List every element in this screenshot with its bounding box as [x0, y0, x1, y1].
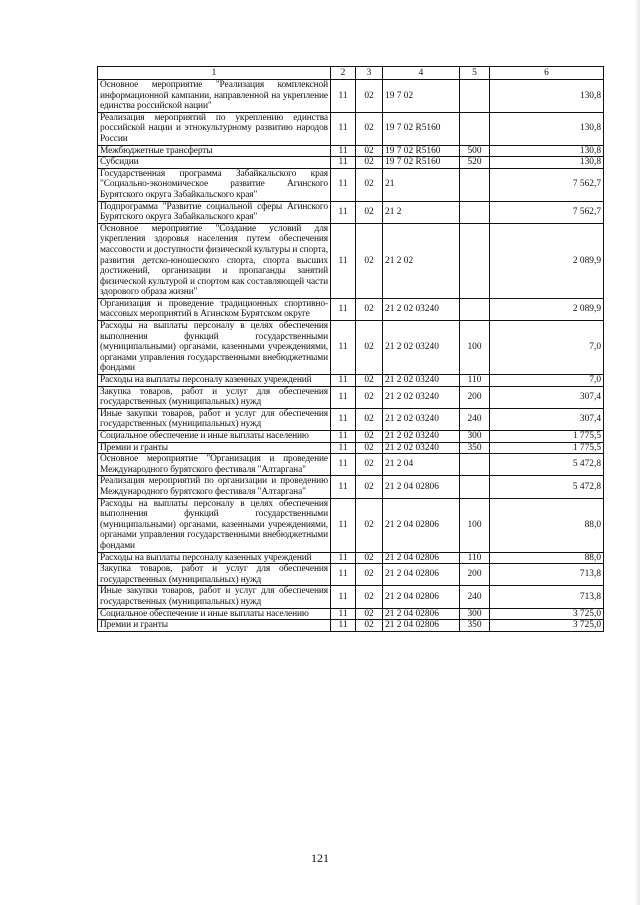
row-section-cell: 11 [331, 145, 356, 157]
row-expense-type-cell: 100 [460, 498, 490, 552]
row-target-article-cell: 21 2 [383, 201, 460, 223]
row-section-cell: 11 [331, 431, 356, 443]
row-expense-type-cell: 100 [460, 321, 490, 375]
row-target-article-cell: 21 2 04 02806 [383, 552, 460, 564]
row-amount-cell: 307,4 [490, 386, 604, 408]
row-target-article-cell: 19 7 02 [383, 80, 460, 113]
row-amount-cell: 713,8 [490, 564, 604, 586]
table-row [98, 112, 604, 145]
row-section-cell: 11 [331, 168, 356, 201]
table-row [98, 408, 604, 430]
row-target-article-cell: 21 2 04 [383, 454, 460, 476]
row-name-cell: Межбюджетные трансферты [98, 145, 331, 157]
row-target-article-cell: 21 [383, 168, 460, 201]
row-expense-type-cell: 350 [460, 442, 490, 454]
table-row [98, 620, 604, 632]
row-target-article-cell: 19 7 02 R5160 [383, 112, 460, 145]
row-target-article-cell: 21 2 02 03240 [383, 442, 460, 454]
row-expense-type-cell: 300 [460, 431, 490, 443]
table-row [98, 321, 604, 375]
row-name-cell: Основное мероприятие "Создание условий для укрепления здоровья населения путем обеспечения массовости и доступности физической культуры и спорта, развития детско-юношеского спорта, спорта высших достижений, организации и пропаганды занятий физической культурой и спортом как составляющей части здорового образа жизни" [98, 223, 331, 298]
row-subsection-cell: 02 [356, 321, 383, 375]
header-cell-5: 5 [460, 67, 490, 80]
table-row [98, 476, 604, 498]
row-section-cell: 11 [331, 442, 356, 454]
row-expense-type-cell [460, 201, 490, 223]
header-cell-6: 6 [490, 67, 604, 80]
row-expense-type-cell [460, 223, 490, 298]
row-target-article-cell: 21 2 02 03240 [383, 408, 460, 430]
header-cell-4: 4 [383, 67, 460, 80]
row-amount-cell: 3 725,0 [490, 620, 604, 632]
row-subsection-cell: 02 [356, 586, 383, 608]
row-amount-cell: 7 562,7 [490, 201, 604, 223]
header-cell-3: 3 [356, 67, 383, 80]
row-target-article-cell: 19 7 02 R5160 [383, 145, 460, 157]
row-expense-type-cell: 240 [460, 586, 490, 608]
row-expense-type-cell [460, 168, 490, 201]
row-name-cell: Закупка товаров, работ и услуг для обеспечения государственных (муниципальных) нужд [98, 564, 331, 586]
row-section-cell: 11 [331, 564, 356, 586]
row-name-cell: Расходы на выплаты персоналу в целях обеспечения выполнения функций государственными (муниципальными) органами, казенными учреждениями, органами управления государственными внебюджетными фондами [98, 498, 331, 552]
header-cell-1: 1 [98, 67, 331, 80]
row-expense-type-cell: 110 [460, 375, 490, 387]
row-target-article-cell: 21 2 04 02806 [383, 564, 460, 586]
row-subsection-cell: 02 [356, 201, 383, 223]
row-amount-cell: 307,4 [490, 408, 604, 430]
row-expense-type-cell [460, 298, 490, 320]
row-amount-cell: 7,0 [490, 321, 604, 375]
table-row [98, 454, 604, 476]
row-subsection-cell: 02 [356, 454, 383, 476]
row-amount-cell: 130,8 [490, 145, 604, 157]
row-subsection-cell: 02 [356, 498, 383, 552]
row-subsection-cell: 02 [356, 608, 383, 620]
row-subsection-cell: 02 [356, 223, 383, 298]
row-name-cell: Государственная программа Забайкальского края "Социально-экономическое развитие Агинского Бурятского округа Забайкальского края" [98, 168, 331, 201]
row-name-cell: Подпрограмма "Развитие социальной сферы Агинского Бурятского округа Забайкальского края" [98, 201, 331, 223]
row-target-article-cell: 21 2 04 02806 [383, 586, 460, 608]
row-target-article-cell: 21 2 04 02806 [383, 498, 460, 552]
row-subsection-cell: 02 [356, 442, 383, 454]
row-subsection-cell: 02 [356, 476, 383, 498]
row-expense-type-cell [460, 80, 490, 113]
row-target-article-cell: 21 2 02 [383, 223, 460, 298]
table-row [98, 201, 604, 223]
page-edge-shadow [634, 0, 640, 905]
table-row [98, 386, 604, 408]
row-expense-type-cell: 240 [460, 408, 490, 430]
row-subsection-cell: 02 [356, 386, 383, 408]
row-amount-cell: 2 089,9 [490, 298, 604, 320]
row-section-cell: 11 [331, 386, 356, 408]
row-name-cell: Социальное обеспечение и иные выплаты населению [98, 608, 331, 620]
row-subsection-cell: 02 [356, 375, 383, 387]
row-name-cell: Организация и проведение традиционных спортивно-массовых мероприятий в Агинском Бурятском округе [98, 298, 331, 320]
row-subsection-cell: 02 [356, 80, 383, 113]
row-name-cell: Иные закупки товаров, работ и услуг для обеспечения государственных (муниципальных) нужд [98, 586, 331, 608]
row-name-cell: Расходы на выплаты персоналу в целях обеспечения выполнения функций государственными (муниципальными) органами, казенными учреждениями, органами управления государственными внебюджетными фондами [98, 321, 331, 375]
row-section-cell: 11 [331, 298, 356, 320]
row-expense-type-cell: 520 [460, 157, 490, 169]
table-row [98, 586, 604, 608]
row-expense-type-cell [460, 112, 490, 145]
row-amount-cell: 130,8 [490, 80, 604, 113]
row-name-cell: Основное мероприятие "Реализация комплексной информационной кампании, направленной на укрепление единства российской нации" [98, 80, 331, 113]
row-target-article-cell: 21 2 02 03240 [383, 431, 460, 443]
row-expense-type-cell: 500 [460, 145, 490, 157]
row-target-article-cell: 21 2 02 03240 [383, 386, 460, 408]
row-expense-type-cell: 350 [460, 620, 490, 632]
budget-table [97, 66, 604, 632]
row-target-article-cell: 21 2 02 03240 [383, 298, 460, 320]
table-row [98, 145, 604, 157]
row-subsection-cell: 02 [356, 112, 383, 145]
row-amount-cell: 5 472,8 [490, 476, 604, 498]
table-row [98, 80, 604, 113]
row-section-cell: 11 [331, 586, 356, 608]
row-name-cell: Основное мероприятие "Организация и проведение Международного бурятского фестиваля "Алтаргана" [98, 454, 331, 476]
row-subsection-cell: 02 [356, 552, 383, 564]
row-target-article-cell: 21 2 02 03240 [383, 375, 460, 387]
row-name-cell: Премии и гранты [98, 620, 331, 632]
row-amount-cell: 5 472,8 [490, 454, 604, 476]
row-name-cell: Реализация мероприятий по укреплению единства российской нации и этнокультурному развитию народов России [98, 112, 331, 145]
row-section-cell: 11 [331, 476, 356, 498]
row-amount-cell: 88,0 [490, 552, 604, 564]
row-name-cell: Реализация мероприятий по организации и проведению Международного бурятского фестиваля "Алтаргана" [98, 476, 331, 498]
row-subsection-cell: 02 [356, 564, 383, 586]
row-section-cell: 11 [331, 608, 356, 620]
row-target-article-cell: 21 2 04 02806 [383, 608, 460, 620]
row-target-article-cell: 21 2 04 02806 [383, 476, 460, 498]
row-section-cell: 11 [331, 552, 356, 564]
table-row [98, 223, 604, 298]
table-row [98, 375, 604, 387]
row-amount-cell: 130,8 [490, 157, 604, 169]
row-section-cell: 11 [331, 321, 356, 375]
row-subsection-cell: 02 [356, 620, 383, 632]
table-row [98, 564, 604, 586]
table-row [98, 608, 604, 620]
row-name-cell: Расходы на выплаты персоналу казенных учреждений [98, 375, 331, 387]
header-cell-2: 2 [331, 67, 356, 80]
row-amount-cell: 130,8 [490, 112, 604, 145]
row-name-cell: Закупка товаров, работ и услуг для обеспечения государственных (муниципальных) нужд [98, 386, 331, 408]
row-expense-type-cell: 200 [460, 386, 490, 408]
table-row [98, 298, 604, 320]
table-row [98, 498, 604, 552]
row-amount-cell: 88,0 [490, 498, 604, 552]
row-expense-type-cell [460, 476, 490, 498]
row-amount-cell: 713,8 [490, 586, 604, 608]
table-row [98, 431, 604, 443]
row-section-cell: 11 [331, 408, 356, 430]
row-amount-cell: 2 089,9 [490, 223, 604, 298]
row-amount-cell: 1 775,5 [490, 431, 604, 443]
row-name-cell: Премии и гранты [98, 442, 331, 454]
row-expense-type-cell [460, 454, 490, 476]
table-row [98, 157, 604, 169]
row-subsection-cell: 02 [356, 145, 383, 157]
row-name-cell: Расходы на выплаты персоналу казенных учреждений [98, 552, 331, 564]
row-section-cell: 11 [331, 157, 356, 169]
table-row [98, 442, 604, 454]
table-header-row [98, 67, 604, 80]
row-section-cell: 11 [331, 454, 356, 476]
row-amount-cell: 7 562,7 [490, 168, 604, 201]
row-expense-type-cell: 200 [460, 564, 490, 586]
row-expense-type-cell: 110 [460, 552, 490, 564]
row-name-cell: Субсидии [98, 157, 331, 169]
row-section-cell: 11 [331, 375, 356, 387]
row-subsection-cell: 02 [356, 298, 383, 320]
row-section-cell: 11 [331, 620, 356, 632]
row-section-cell: 11 [331, 201, 356, 223]
row-amount-cell: 1 775,5 [490, 442, 604, 454]
row-expense-type-cell: 300 [460, 608, 490, 620]
row-amount-cell: 7,0 [490, 375, 604, 387]
row-section-cell: 11 [331, 80, 356, 113]
page-number: 121 [311, 851, 329, 865]
table-row [98, 552, 604, 564]
row-target-article-cell: 21 2 02 03240 [383, 321, 460, 375]
row-section-cell: 11 [331, 112, 356, 145]
table-row [98, 168, 604, 201]
row-subsection-cell: 02 [356, 168, 383, 201]
row-target-article-cell: 19 7 02 R5160 [383, 157, 460, 169]
row-amount-cell: 3 725,0 [490, 608, 604, 620]
row-section-cell: 11 [331, 498, 356, 552]
row-subsection-cell: 02 [356, 408, 383, 430]
row-subsection-cell: 02 [356, 157, 383, 169]
row-section-cell: 11 [331, 223, 356, 298]
row-name-cell: Иные закупки товаров, работ и услуг для обеспечения государственных (муниципальных) нужд [98, 408, 331, 430]
row-subsection-cell: 02 [356, 431, 383, 443]
row-name-cell: Социальное обеспечение и иные выплаты населению [98, 431, 331, 443]
row-target-article-cell: 21 2 04 02806 [383, 620, 460, 632]
